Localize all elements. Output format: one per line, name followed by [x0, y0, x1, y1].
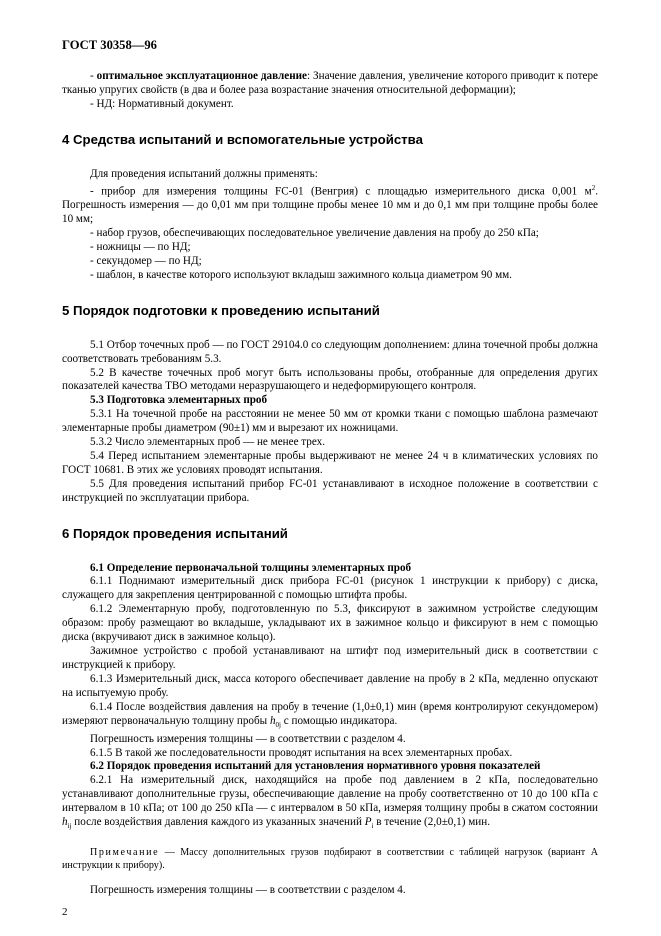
definition-nd: - НД: Нормативный документ. — [90, 97, 234, 110]
s4-item-scissors: - ножницы — по НД; — [90, 240, 191, 253]
para-6-2-heading: 6.2 Порядок проведения испытаний для установления нормативного уровня показателей — [90, 760, 541, 773]
para-5-2: 5.2 В качестве точечных проб могут быть использованы пробы, отобранные для определения других показателей качества ТВО методами неразрушающего и недеформирующего контроля. — [62, 366, 598, 393]
section-4-title: 4 Средства испытаний и вспомогательные устройства — [62, 131, 423, 147]
s4-item-stopwatch: - секундомер — по НД; — [90, 254, 202, 267]
para-6-1-4: 6.1.4 После воздействия давления на пробу в течение (1,0±0,1) мин (время контролируют секундомером) измеряют первоначальную толщину пробы $h_{0j}$ с помощью индикатора. — [62, 700, 598, 729]
document-body — [62, 70, 598, 898]
para-6-1-3: 6.1.3 Измерительный диск, масса которого обеспечивает давление на пробу в 2 кПа, медленно опускают на испытуемую пробу. — [62, 672, 598, 699]
para-6-1-4-accuracy: Погрешность измерения толщины — в соответствии с разделом 4. — [90, 732, 406, 745]
definition-term: оптимальное эксплуатационное давление — [96, 70, 307, 82]
final-accuracy: Погрешность измерения толщины — в соответствии с разделом 4. — [90, 884, 406, 897]
note-label: Примечание — [90, 847, 160, 859]
para-6-1-heading: 6.1 Определение первоначальной толщины элементарных проб — [90, 561, 412, 574]
section-6-title: 6 Порядок проведения испытаний — [62, 525, 288, 541]
s4-intro: Для проведения испытаний должны применять: — [90, 167, 318, 180]
s4-item-template: - шаблон, в качестве которого используют вкладыш зажимного кольца диаметром 90 мм. — [90, 268, 512, 281]
document-code: ГОСТ 30358—96 — [62, 38, 157, 52]
section-5-title: 5 Порядок подготовки к проведению испытаний — [62, 302, 380, 318]
para-6-2-1: 6.2.1 На измерительный диск, находящийся на пробе под давлением в 2 кПа, последовательно устанавливают дополнительные грузы, обеспечивающие давление на пробу соответственно от 10 до 100 кПа с интервалом в 10 кПа; от 100 до 250 кПа — с интервалом в 50 кПа, измеряя толщину пробы в сжатом состоянии $h_{ij}$ после воздействия давления каждого из указанных значений $P_i$ в течение (2,0±0,1) мин. — [62, 774, 598, 831]
para-5-4: 5.4 Перед испытанием элементарные пробы выдерживают не менее 24 ч в климатических условиях по ГОСТ 10681. В этих же условиях проводят испытания. — [62, 449, 598, 476]
s4-item-weights: - набор грузов, обеспечивающих последовательное увеличение давления на пробу до 250 кПа; — [90, 227, 539, 240]
para-5-1: 5.1 Отбор точечных проб — по ГОСТ 29104.0 со следующим дополнением: длина точечной пробы должна соответствовать требованиям 5.3. — [62, 338, 598, 365]
para-5-5: 5.5 Для проведения испытаний прибор FC-01 устанавливают в исходное положение в соответствии с инструкцией по эксплуатации прибора. — [62, 477, 598, 504]
para-6-1-2-cont: Зажимное устройство с пробой устанавливают на штифт под измерительный диск в соответствии с инструкцией к прибору. — [62, 645, 598, 671]
s4-item-thickness-gauge: - прибор для измерения толщины FC-01 (Венгрия) с площадью измерительного диска 0,001 $м^2$. Погрешность измерения — до 0,01 мм при толщине пробы менее 10 мм и до 0,1 мм при толщине пробы более 10 мм; — [62, 183, 598, 226]
para-6-1-5: 6.1.5 В такой же последовательности проводят испытания на всех элементарных пробах. — [90, 746, 513, 759]
para-5-3-2: 5.3.2 Число элементарных проб — не менее трех. — [90, 436, 326, 449]
para-5-3-1: 5.3.1 На точечной пробе на расстоянии не менее 50 мм от кромки ткани с помощью шаблона размечают элементарные пробы диаметром (90±1) мм и вырезают их ножницами. — [62, 408, 598, 435]
page-number: 2 — [62, 906, 68, 918]
definition-optimal-pressure: - оптимальное эксплуатационное давление: Значение давления, увеличение которого приводит к потере тканью упругих свойств (в два и более раза возрастание значения относительной деформации); — [62, 70, 598, 96]
para-5-3-heading: 5.3 Подготовка элементарных проб — [90, 394, 268, 407]
para-6-1-1: 6.1.1 Поднимают измерительный диск прибора FC-01 (рисунок 1 инструкции к прибору) с диска, служащего для закрепления центрированной с помощью штифта пробы. — [62, 575, 598, 602]
note: Примечание — Массу дополнительных грузов подбирают в соответствии с таблицей нагрузок (вариант А инструкции к прибору). — [62, 847, 598, 872]
para-6-1-2: 6.1.2 Элементарную пробу, подготовленную по 5.3, фиксируют в зажимном устройстве следующим образом: пробу размещают во вкладыше, укладывают их в зажимное кольцо и фиксируют в нем с помощью диска (вкручивают диск в зажимное кольцо). — [62, 603, 598, 644]
